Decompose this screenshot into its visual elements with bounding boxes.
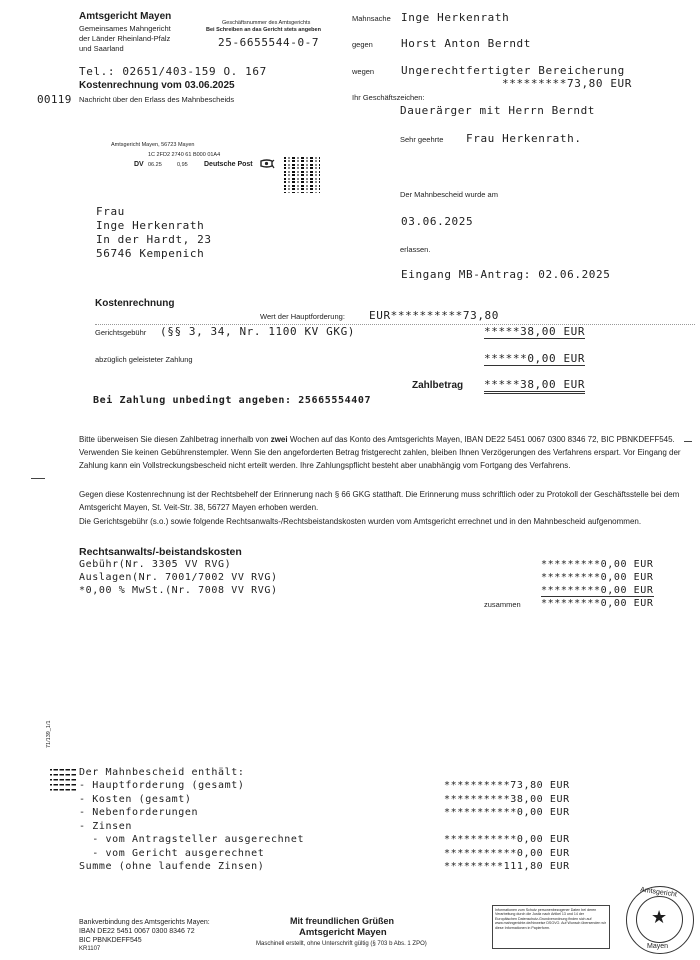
- summary-row-2-label: - Kosten (gesamt): [79, 794, 192, 805]
- address-line-1: Frau: [96, 205, 125, 218]
- case-number-label: Geschäftsnummer des Amtsgerichts: [222, 20, 311, 26]
- issued-label: Der Mahnbescheid wurde am: [400, 190, 498, 199]
- defendant-name: Horst Anton Berndt: [401, 37, 532, 50]
- case-number-hint: Bei Schreiben an das Gericht stets angeben: [206, 27, 321, 33]
- fee-value: *****38,00 EUR: [484, 325, 586, 338]
- deduction-label: abzüglich geleisteter Zahlung: [95, 355, 193, 364]
- seal-text-top: Amtsgericht: [639, 886, 678, 899]
- summary-row-6-label: - vom Gericht ausgerechnet: [79, 848, 265, 859]
- court-phone: Tel.: 02651/403-159 O. 167: [79, 65, 267, 78]
- court-name: Amtsgericht Mayen: [79, 11, 172, 22]
- seal-text-bottom: Mayen: [647, 943, 669, 950]
- summary-row-5-value: ***********0,00 EUR: [444, 834, 570, 845]
- lawyer-expenses-value: *********0,00 EUR: [541, 572, 654, 583]
- invoice-date: Kostenrechnung vom 03.06.2025: [79, 80, 235, 91]
- address-line-2: Inge Herkenrath: [96, 219, 205, 232]
- fold-mark: [31, 478, 45, 479]
- main-claim-label: Wert der Hauptforderung:: [260, 312, 345, 321]
- bank-line-1: Bankverbindung des Amtsgerichts Mayen:: [79, 919, 210, 926]
- summary-row-1-label: - Hauptforderung (gesamt): [79, 780, 245, 791]
- main-claim-value: EUR**********73,80: [369, 309, 500, 322]
- document-subject: Nachricht über den Erlass des Mahnbescheids: [79, 95, 235, 104]
- deduction-value: ******0,00 EUR: [484, 352, 586, 365]
- payment-instructions: Bitte überweisen Sie diesen Zahlbetrag innerhalb von zwei Wochen auf das Konto des Amtsgerichts Mayen, IBAN DE22 5451 0067 0300 8346 72, BIC PBNKDEFF545. Verwenden Sie keinen Gebührenstempler. Wenn Sie den angeforderten Betrag fristgerecht zahlen, bleiben Ihnen Verzögerungen des Verfahrens erspart. Vor Eingang der Zahlung kann ein Vollstreckungsbescheid nicht erteilt werden. Ihre Zahlungspflicht besteht aber unabhängig vom Fortgang des Verfahrens.: [79, 435, 681, 470]
- salutation-label: Sehr geehrte: [400, 135, 444, 144]
- court-seal: [626, 886, 694, 954]
- summary-row-3-label: - Nebenforderungen: [79, 807, 199, 818]
- court-line-2: der Länder Rheinland-Pfalz: [79, 34, 171, 43]
- lawyer-costs-title: Rechtsanwalts/-beistandskosten: [79, 546, 242, 558]
- court-line-1: Gemeinsames Mahngericht: [79, 24, 171, 33]
- reference-label: Ihr Geschäftszeichen:: [352, 93, 425, 102]
- lawyer-sum-value: *********0,00 EUR: [541, 598, 654, 609]
- lawyer-vat-label: *0,00 % MwSt.(Nr. 7008 VV RVG): [79, 585, 278, 596]
- post-horn-icon: [259, 158, 275, 170]
- fee-calculation-text: Die Gerichtsgebühr (s.o.) sowie folgende Rechtsanwalts-/Rechtsbeistandskosten wurden vom Amtsgericht errechnet und in den Mahnbescheid aufgenommen.: [79, 517, 642, 526]
- wegen-label: wegen: [352, 67, 375, 76]
- lawyer-fee-value: *********0,00 EUR: [541, 559, 654, 570]
- bank-line-4: KR1107: [79, 946, 101, 952]
- privacy-notice: Informationen zum Schutz personenbezogener Daten bei deren Verarbeitung durch die Justiz nach Artikel 13 und 14 der Europäischen Datenschutz-Grundverordnung finden sich auf www.mahngerichte.de/hinweise DSGVO. Auf Wunsch übersenden wir diese Informationen in Papierform.: [492, 905, 610, 949]
- issued-suffix: erlassen.: [400, 245, 431, 254]
- summary-row-5-label: - vom Antragsteller ausgerechnet: [79, 834, 305, 845]
- machine-note: Maschinell erstellt, ohne Unterschrift gültig (§ 703 b Abs. 1 ZPO): [256, 941, 427, 947]
- carrier-name: Deutsche Post: [204, 161, 253, 168]
- summary-row-3-value: ***********0,00 EUR: [444, 807, 570, 818]
- margin-code: 71/139_1/1: [46, 720, 52, 748]
- summary-total-label: Summe (ohne laufende Zinsen): [79, 861, 265, 872]
- received-date: Eingang MB-Antrag: 02.06.2025: [401, 268, 611, 281]
- fee-label: Gerichtsgebühr: [95, 328, 147, 337]
- dv-label: DV: [134, 161, 144, 168]
- address-line-4: 56746 Kempenich: [96, 247, 205, 260]
- case-number: 25-6655544-0-7: [218, 36, 320, 49]
- plaintiff-name: Inge Herkenrath: [401, 11, 510, 24]
- lawyer-fee-label: Gebühr(Nr. 3305 VV RVG): [79, 559, 232, 570]
- lawyer-expenses-label: Auslagen(Nr. 7001/7002 VV RVG): [79, 572, 278, 583]
- payment-reference: Bei Zahlung unbedingt angeben: 25665554407: [93, 395, 372, 406]
- summary-matrix-code: [50, 767, 76, 793]
- sender-line: Amtsgericht Mayen, 56723 Mayen: [111, 142, 195, 148]
- summary-row-4-label: - Zinsen: [79, 821, 132, 832]
- postage-code: 1C 2FD2 2740 61 B000 01A4: [148, 152, 221, 158]
- greeting-line-1: Mit freundlichen Grüßen: [290, 916, 395, 926]
- lawyer-vat-value: *********0,00 EUR: [541, 585, 654, 596]
- gegen-label: gegen: [352, 40, 373, 49]
- legal-remedy-text: Gegen diese Kostenrechnung ist der Rechtsbehelf der Erinnerung nach § 66 GKG statthaft. Die Erinnerung muss schriftlich oder zu Protokoll der Geschäftsstelle bei dem Amtsgericht Mayen, St. Veit-Str. 38, 56727 Mayen erhoben werden.: [79, 490, 680, 512]
- bank-line-3: BIC PBNKDEFF545: [79, 937, 142, 944]
- dv-date: 06.25: [148, 162, 162, 168]
- issued-date: 03.06.2025: [401, 215, 474, 228]
- reference-value: Dauerärger mit Herrn Berndt: [400, 104, 596, 117]
- total-value: *****38,00 EUR: [484, 378, 585, 394]
- summary-title: Der Mahnbescheid enthält:: [79, 767, 245, 778]
- court-line-3: und Saarland: [79, 44, 124, 53]
- total-label: Zahlbetrag: [412, 380, 464, 391]
- lawyer-sum-label: zusammen: [484, 600, 521, 609]
- claim-reason: Ungerechtfertigter Bereicherung: [401, 64, 625, 77]
- claim-amount: *********73,80 EUR: [502, 77, 633, 90]
- fee-reference: (§§ 3, 34, Nr. 1100 KV GKG): [160, 325, 356, 338]
- salutation-name: Frau Herkenrath.: [466, 132, 582, 145]
- postage-price: 0,95: [177, 162, 188, 168]
- address-line-3: In der Hardt, 23: [96, 233, 212, 246]
- postage-matrix-code: [284, 157, 320, 193]
- costs-title: Kostenrechnung: [95, 298, 175, 309]
- seal-crest-icon: ★: [651, 907, 668, 927]
- document-code: 00119: [37, 93, 72, 106]
- summary-row-2-value: **********38,00 EUR: [444, 794, 570, 805]
- greeting-line-2: Amtsgericht Mayen: [299, 927, 387, 938]
- summary-row-6-value: ***********0,00 EUR: [444, 848, 570, 859]
- bank-line-2: IBAN DE22 5451 0067 0300 8346 72: [79, 928, 195, 935]
- fold-mark-right: [684, 441, 692, 442]
- mahnsache-label: Mahnsache: [352, 14, 391, 23]
- summary-row-1-value: **********73,80 EUR: [444, 780, 570, 791]
- summary-total-value: *********111,80 EUR: [444, 861, 570, 872]
